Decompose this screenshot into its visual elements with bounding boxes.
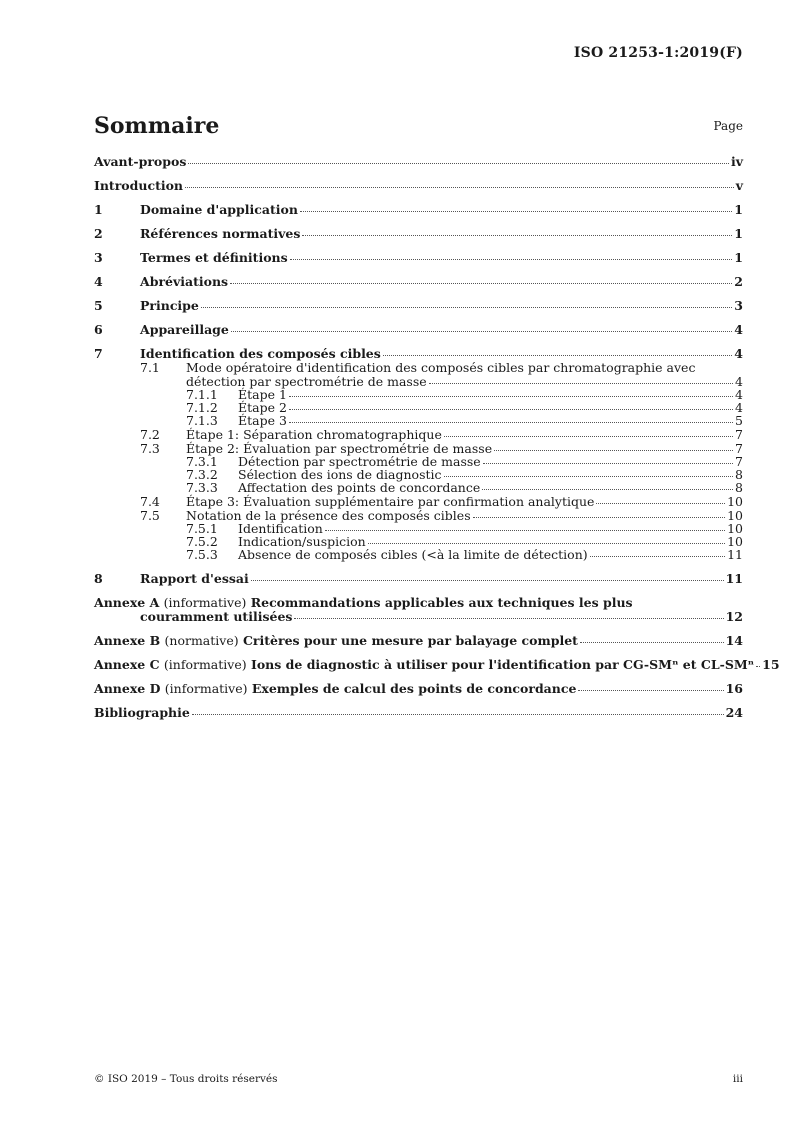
toc-entry-number: 7.3.3 — [186, 480, 218, 495]
dot-leader — [192, 713, 724, 715]
table-of-contents — [94, 154, 780, 720]
dot-leader — [251, 579, 724, 581]
toc-entry-number: 7.5.1 — [186, 521, 218, 536]
toc-entry-number: 7.3 — [140, 441, 160, 456]
toc-entry-7-1-3[interactable] — [94, 414, 743, 427]
toc-entry-page: 10 — [727, 494, 743, 509]
dot-leader — [444, 435, 733, 437]
toc-entry-number: 2 — [94, 226, 103, 241]
toc-entry-bibliographie[interactable] — [94, 706, 743, 719]
annex-prefix: Annexe C — [94, 657, 160, 672]
toc-entry-page: 11 — [725, 571, 743, 586]
toc-entry-page: 8 — [735, 467, 743, 482]
dot-leader — [483, 462, 733, 464]
toc-entry-page: 10 — [727, 534, 743, 549]
dot-leader — [289, 421, 733, 423]
dot-leader — [429, 382, 733, 384]
toc-entry-title — [94, 682, 576, 695]
toc-entry-page: 2 — [734, 274, 743, 289]
toc-entry-number: 7.1 — [140, 360, 160, 375]
toc-entry-title: Avant-propos — [94, 154, 187, 169]
toc-entry-page: 7 — [735, 427, 743, 442]
annex-kind: (informative) — [164, 681, 248, 696]
annex-prefix: Annexe B — [94, 633, 161, 648]
dot-leader — [596, 502, 725, 504]
toc-entry-page: iv — [730, 154, 743, 169]
annex-title: Recommandations applicables aux techniques les plus — [250, 595, 633, 610]
dot-leader — [231, 330, 732, 332]
toc-entry-page: 1 — [734, 250, 743, 265]
toc-entry-title: Références normatives — [140, 226, 301, 241]
toc-entry-page: 4 — [734, 346, 743, 361]
toc-entry-annexe-d[interactable] — [94, 682, 743, 695]
dot-leader — [289, 408, 733, 410]
toc-entry-page: 7 — [735, 454, 743, 469]
toc-entry-title: Rapport d'essai — [140, 571, 249, 586]
dot-leader — [756, 665, 760, 667]
toc-entry-title: Affectation des points de concordance — [238, 480, 481, 495]
toc-entry-title: Principe — [140, 298, 199, 313]
toc-entry-page: 1 — [734, 226, 743, 241]
dot-leader — [482, 488, 733, 490]
toc-entry-title: Étape 1 — [238, 387, 287, 402]
toc-entry-title: Étape 3 — [238, 413, 287, 428]
toc-entry-page: 5 — [735, 413, 743, 428]
toc-entry-page: 10 — [727, 508, 743, 523]
toc-entry-7-1[interactable] — [94, 361, 743, 374]
toc-entry-page: v — [735, 178, 743, 193]
toc-entry-title: Domaine d'application — [140, 202, 298, 217]
toc-entry-6[interactable] — [94, 323, 743, 336]
toc-entry-7[interactable] — [94, 347, 743, 360]
annex-prefix: Annexe A — [94, 595, 160, 610]
toc-entry-title: Bibliographie — [94, 705, 190, 720]
toc-entry-page: 15 — [762, 657, 780, 672]
annex-title: Ions de diagnostic à utiliser pour l'identification par CG-SMⁿ et CL-SMⁿ — [250, 657, 755, 672]
toc-entry-page: 4 — [735, 400, 743, 415]
annex-title: Exemples de calcul des points de concordance — [251, 681, 577, 696]
toc-entry-number: 1 — [94, 202, 103, 217]
toc-entry-number: 8 — [94, 571, 103, 586]
toc-entry-page: 10 — [727, 521, 743, 536]
toc-entry-title: Étape 3: Évaluation supplémentaire par confirmation analytique — [186, 494, 595, 509]
annex-title: Critères pour une mesure par balayage complet — [242, 633, 578, 648]
dot-leader — [290, 258, 733, 260]
dot-leader — [300, 210, 732, 212]
annex-kind: (informative) — [163, 657, 247, 672]
toc-entry-avant-propos[interactable] — [94, 155, 743, 168]
dot-leader — [473, 516, 725, 518]
toc-entry-title — [94, 634, 578, 647]
toc-entry-1[interactable] — [94, 203, 743, 216]
toc-entry-8[interactable] — [94, 572, 743, 585]
toc-entry-2[interactable] — [94, 227, 743, 240]
toc-entry-page: 4 — [734, 322, 743, 337]
toc-entry-number: 4 — [94, 274, 103, 289]
dot-leader — [201, 306, 732, 308]
toc-entry-7-5-3[interactable] — [94, 548, 743, 561]
toc-entry-7-3-3[interactable] — [94, 481, 743, 494]
toc-entry-page: 8 — [735, 480, 743, 495]
toc-entry-page: 1 — [734, 202, 743, 217]
toc-entry-title: Étape 2 — [238, 400, 287, 415]
toc-entry-title — [94, 658, 754, 671]
toc-entry-title: Détection par spectrométrie de masse — [238, 454, 481, 469]
dot-leader — [590, 555, 725, 557]
toc-entry-page: 16 — [725, 681, 743, 696]
toc-entry-title: Indication/suspicion — [238, 534, 366, 549]
toc-entry-title: Notation de la présence des composés cibles — [186, 508, 471, 523]
toc-entry-number: 7.5 — [140, 508, 160, 523]
toc-heading: Sommaire — [94, 113, 220, 139]
toc-entry-title: Abréviations — [140, 274, 229, 289]
toc-entry-title: Appareillage — [140, 322, 229, 337]
toc-entry-title: Étape 2: Évaluation par spectrométrie de masse — [186, 441, 493, 456]
toc-entry-annexe-b[interactable] — [94, 634, 743, 647]
toc-entry-page: 3 — [734, 298, 743, 313]
toc-entry-title-line2: couramment utilisées — [140, 609, 293, 624]
toc-entry-number: 7.5.2 — [186, 534, 218, 549]
toc-entry-title: Sélection des ions de diagnostic — [238, 467, 442, 482]
toc-entry-page: 24 — [725, 705, 743, 720]
page-number: iii — [732, 1073, 743, 1085]
dot-leader — [444, 475, 734, 477]
toc-entry-7-4[interactable] — [94, 495, 743, 508]
toc-entry-title: Termes et définitions — [140, 250, 288, 265]
dot-leader — [494, 449, 733, 451]
toc-entry-title-line2: détection par spectrométrie de masse — [186, 374, 427, 389]
toc-entry-title: Identification — [238, 521, 323, 536]
toc-entry-number: 7.4 — [140, 494, 160, 509]
toc-entry-number: 7.5.3 — [186, 547, 218, 562]
dot-leader — [188, 162, 729, 164]
toc-entry-annexe-c[interactable] — [94, 657, 780, 672]
toc-entry-page: 14 — [725, 633, 743, 648]
toc-entry-number: 7.3.1 — [186, 454, 218, 469]
toc-entry-number: 7 — [94, 346, 103, 361]
toc-entry-title: Absence de composés cibles (<à la limite de détection) — [238, 547, 588, 562]
dot-leader — [289, 395, 733, 397]
dot-leader — [294, 617, 723, 619]
toc-entry-number: 5 — [94, 298, 103, 313]
toc-entry-number: 7.1.1 — [186, 387, 218, 402]
toc-entry-7-2[interactable] — [94, 428, 743, 441]
toc-entry-page: 4 — [735, 387, 743, 402]
dot-leader — [368, 542, 725, 544]
annex-kind: (normative) — [164, 633, 239, 648]
toc-entry-title-line1 — [94, 596, 633, 609]
toc-entry-annexe-a[interactable] — [94, 596, 743, 609]
toc-entry-title-line1: Mode opératoire d'identification des composés cibles par chromatographie avec — [186, 360, 696, 375]
toc-entry-introduction[interactable] — [94, 179, 743, 192]
toc-entry-number: 7.1.2 — [186, 400, 218, 415]
toc-entry-4[interactable] — [94, 275, 743, 288]
toc-entry-annexe-a-continued[interactable] — [94, 610, 743, 623]
toc-entry-title: Introduction — [94, 178, 184, 193]
toc-entry-5[interactable] — [94, 299, 743, 312]
toc-entry-3[interactable] — [94, 251, 743, 264]
annex-prefix: Annexe D — [94, 681, 161, 696]
dot-leader — [185, 186, 734, 188]
dot-leader — [230, 282, 732, 284]
toc-entry-title: Identification des composés cibles — [140, 346, 381, 361]
copyright-notice: © ISO 2019 – Tous droits réservés — [94, 1073, 278, 1085]
toc-entry-number: 7.3.2 — [186, 467, 218, 482]
toc-entry-number: 3 — [94, 250, 103, 265]
document-identifier: ISO 21253-1:2019(F) — [573, 45, 743, 61]
toc-entry-page: 7 — [735, 441, 743, 456]
dot-leader — [325, 529, 725, 531]
toc-entry-title: Étape 1: Séparation chromatographique — [186, 427, 442, 442]
toc-entry-page: 12 — [725, 609, 743, 624]
toc-entry-number: 6 — [94, 322, 103, 337]
toc-entry-number: 7.2 — [140, 427, 160, 442]
toc-entry-page: 4 — [735, 374, 743, 389]
annex-kind: (informative) — [163, 595, 247, 610]
dot-leader — [302, 234, 732, 236]
page-column-label: Page — [713, 119, 743, 133]
toc-entry-page: 11 — [727, 547, 743, 562]
dot-leader — [580, 641, 724, 643]
dot-leader — [578, 689, 723, 691]
toc-entry-number: 7.1.3 — [186, 413, 218, 428]
dot-leader — [383, 354, 732, 356]
